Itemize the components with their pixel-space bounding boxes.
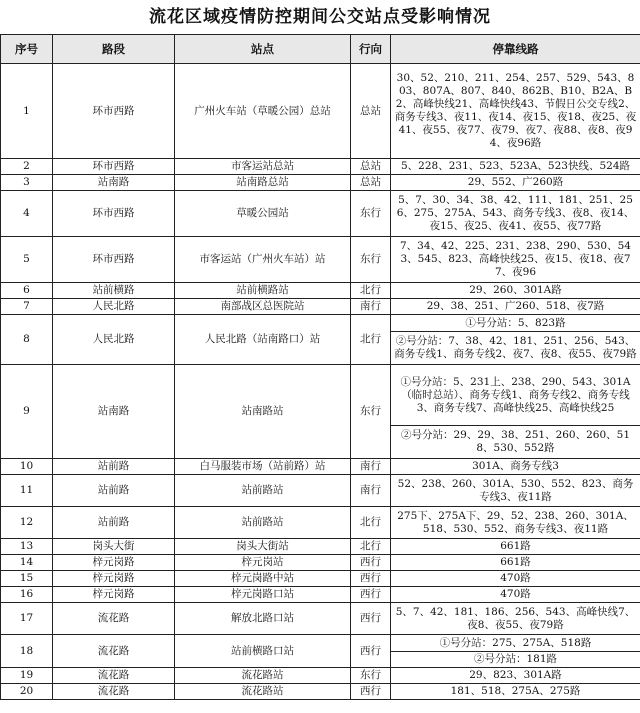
row-road: 环市西路 xyxy=(53,237,175,283)
row-routes: 181、518、275A、275路 xyxy=(391,684,640,700)
table-row xyxy=(1,175,640,191)
row-routes: 5、7、42、181、186、256、543、高峰快线7、夜8、夜55、夜79路 xyxy=(391,603,640,635)
row-stop: 南部战区总医院站 xyxy=(175,299,351,315)
row-routes: 7、34、42、225、231、238、290、530、543、545、823、高峰快线25、夜15、夜18、夜77、夜96 xyxy=(391,237,640,283)
row-road: 站南路 xyxy=(53,365,175,459)
table-row xyxy=(1,191,640,237)
table-row xyxy=(1,159,640,175)
row-number: 1 xyxy=(1,64,53,159)
table-row xyxy=(1,64,640,159)
row-number: 10 xyxy=(1,459,53,475)
row-number: 12 xyxy=(1,507,53,539)
row-road: 人民北路 xyxy=(53,299,175,315)
row-direction: 西行 xyxy=(351,635,391,668)
row-stop: 梓元岗路中站 xyxy=(175,571,351,587)
row-number: 7 xyxy=(1,299,53,315)
row-routes: 29、260、301A路 xyxy=(391,283,640,299)
row-routes: 29、38、251、广260、518、夜7路 xyxy=(391,299,640,315)
row-direction: 西行 xyxy=(351,587,391,603)
row-number: 18 xyxy=(1,635,53,668)
row-number: 5 xyxy=(1,237,53,283)
table-row xyxy=(1,237,640,283)
row-routes-sub: ②号分站：181路 xyxy=(391,652,640,668)
row-routes: 52、238、260、301A、530、552、823、商务专线3、夜11路 xyxy=(391,475,640,507)
row-stop: 站前路站 xyxy=(175,475,351,507)
row-routes-sub: ②号分站：29、29、38、251、260、260、518、530、552路 xyxy=(391,426,640,459)
row-routes: 29、552、广260路 xyxy=(391,175,640,191)
row-direction: 西行 xyxy=(351,684,391,700)
row-road: 人民北路 xyxy=(53,315,175,365)
row-stop: 站南路总站 xyxy=(175,175,351,191)
row-road: 环市西路 xyxy=(53,64,175,159)
table-header-row xyxy=(1,35,640,64)
table-row xyxy=(1,507,640,539)
table-row xyxy=(1,603,640,635)
row-direction: 东行 xyxy=(351,191,391,237)
table-body xyxy=(1,64,640,700)
row-routes: 661路 xyxy=(391,539,640,555)
row-road: 流花路 xyxy=(53,668,175,684)
row-direction: 总站 xyxy=(351,175,391,191)
row-number: 14 xyxy=(1,555,53,571)
row-stop: 广州火车站（草暖公园）总站 xyxy=(175,64,351,159)
row-road: 站前路 xyxy=(53,507,175,539)
row-stop: 人民北路（站南路口）站 xyxy=(175,315,351,365)
table-row xyxy=(1,459,640,475)
row-road: 环市西路 xyxy=(53,191,175,237)
table-row xyxy=(1,635,640,652)
row-direction: 总站 xyxy=(351,159,391,175)
row-routes: 5、228、231、523、523A、523快线、524路 xyxy=(391,159,640,175)
header-routes: 停靠线路 xyxy=(391,35,640,64)
row-road: 流花路 xyxy=(53,635,175,668)
row-number: 11 xyxy=(1,475,53,507)
row-routes: 301A、商务专线3 xyxy=(391,459,640,475)
header-direction: 行向 xyxy=(351,35,391,64)
row-direction: 西行 xyxy=(351,555,391,571)
table-row xyxy=(1,555,640,571)
row-stop: 流花路站 xyxy=(175,684,351,700)
row-direction: 西行 xyxy=(351,603,391,635)
row-direction: 东行 xyxy=(351,668,391,684)
row-direction: 北行 xyxy=(351,539,391,555)
row-routes: ①号分站：275、275A、518路 xyxy=(391,635,640,652)
row-road: 环市西路 xyxy=(53,159,175,175)
row-direction: 南行 xyxy=(351,459,391,475)
row-road: 岗头大街 xyxy=(53,539,175,555)
row-direction: 南行 xyxy=(351,475,391,507)
row-road: 梓元岗路 xyxy=(53,587,175,603)
row-stop: 梓元岗路口站 xyxy=(175,587,351,603)
row-road: 站前路 xyxy=(53,459,175,475)
row-routes-sub: ②号分站：7、38、42、181、251、256、543、商务专线1、商务专线2、夜7、夜8、夜55、夜79路 xyxy=(391,332,640,365)
row-routes: 30、52、210、211、254、257、529、543、803、807A、807、840、862B、B10、B2A、B2、高峰快线21、高峰快线43、节假日公交专线2、商务专线3、夜11、夜14、夜15、夜18、夜25、夜41、夜55、夜77、夜79、夜7、夜88、夜8、夜94、夜96路 xyxy=(391,64,640,159)
row-number: 19 xyxy=(1,668,53,684)
table-row xyxy=(1,668,640,684)
header-road: 路段 xyxy=(53,35,175,64)
row-road: 流花路 xyxy=(53,684,175,700)
row-road: 流花路 xyxy=(53,603,175,635)
row-number: 6 xyxy=(1,283,53,299)
row-stop: 白马服装市场（站前路）站 xyxy=(175,459,351,475)
table-row xyxy=(1,475,640,507)
row-direction: 总站 xyxy=(351,64,391,159)
page-title: 流花区域疫情防控期间公交站点受影响情况 xyxy=(149,7,491,27)
row-stop: 草暖公园站 xyxy=(175,191,351,237)
row-road: 梓元岗路 xyxy=(53,571,175,587)
row-road: 站前横路 xyxy=(53,283,175,299)
row-routes: 29、823、301A路 xyxy=(391,668,640,684)
row-number: 2 xyxy=(1,159,53,175)
row-number: 9 xyxy=(1,365,53,459)
table-row xyxy=(1,587,640,603)
row-direction: 北行 xyxy=(351,315,391,365)
table-row xyxy=(1,571,640,587)
row-number: 8 xyxy=(1,315,53,365)
row-stop: 市客运站总站 xyxy=(175,159,351,175)
row-number: 13 xyxy=(1,539,53,555)
header-stop: 站点 xyxy=(175,35,351,64)
table-row xyxy=(1,365,640,426)
bus-stop-table xyxy=(0,34,640,700)
table-row xyxy=(1,684,640,700)
row-direction: 北行 xyxy=(351,507,391,539)
row-road: 站前路 xyxy=(53,475,175,507)
row-number: 4 xyxy=(1,191,53,237)
row-direction: 北行 xyxy=(351,283,391,299)
row-number: 20 xyxy=(1,684,53,700)
row-number: 3 xyxy=(1,175,53,191)
row-routes: ①号分站：5、823路 xyxy=(391,315,640,332)
row-stop: 站南路站 xyxy=(175,365,351,459)
row-road: 站南路 xyxy=(53,175,175,191)
row-stop: 梓元岗站 xyxy=(175,555,351,571)
table-row xyxy=(1,299,640,315)
row-routes: 661路 xyxy=(391,555,640,571)
header-no: 序号 xyxy=(1,35,53,64)
row-number: 17 xyxy=(1,603,53,635)
row-routes: 470路 xyxy=(391,587,640,603)
row-direction: 东行 xyxy=(351,237,391,283)
row-direction: 东行 xyxy=(351,365,391,459)
row-road: 梓元岗路 xyxy=(53,555,175,571)
table-row xyxy=(1,315,640,332)
row-stop: 站前横路站 xyxy=(175,283,351,299)
row-routes: 5、7、30、34、38、42、111、181、251、256、275、275A、543、商务专线3、夜8、夜14、夜15、夜25、夜41、夜55、夜77路 xyxy=(391,191,640,237)
row-routes: ①号分站：5、231上、238、290、543、301A（临时总站）、商务专线1、商务专线2、商务专线3、商务专线7、高峰快线25、高峰快线25 xyxy=(391,365,640,426)
row-stop: 站前横路口站 xyxy=(175,635,351,668)
row-number: 15 xyxy=(1,571,53,587)
row-direction: 南行 xyxy=(351,299,391,315)
table-row xyxy=(1,283,640,299)
row-stop: 岗头大街站 xyxy=(175,539,351,555)
table-row xyxy=(1,539,640,555)
row-routes: 275下、275A下、29、52、238、260、301A、518、530、552、商务专线3、夜11路 xyxy=(391,507,640,539)
row-number: 16 xyxy=(1,587,53,603)
row-stop: 市客运站（广州火车站）站 xyxy=(175,237,351,283)
row-routes: 470路 xyxy=(391,571,640,587)
row-direction: 西行 xyxy=(351,571,391,587)
row-stop: 站前路站 xyxy=(175,507,351,539)
row-stop: 流花路站 xyxy=(175,668,351,684)
row-stop: 解放北路口站 xyxy=(175,603,351,635)
